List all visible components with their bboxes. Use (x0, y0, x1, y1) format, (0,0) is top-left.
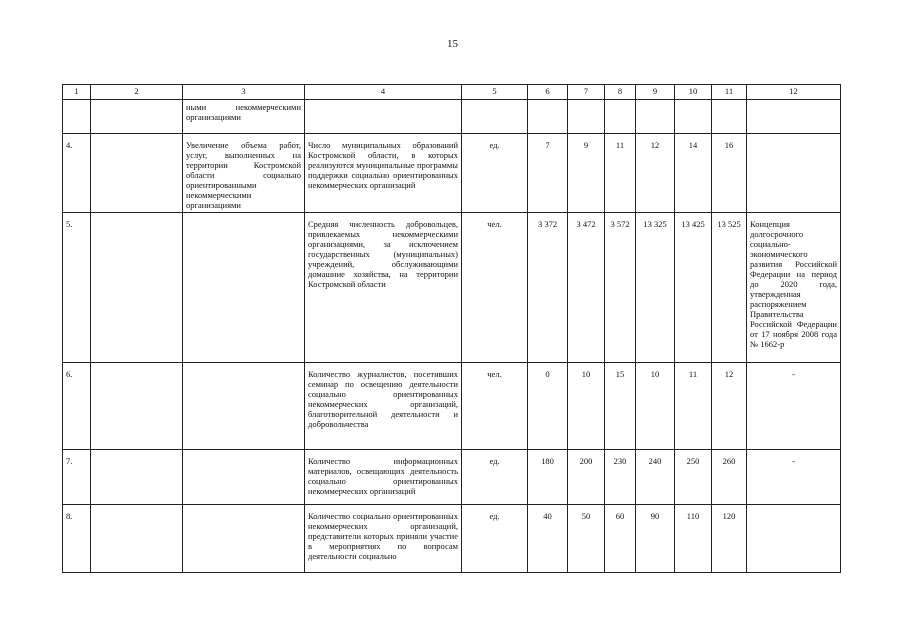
value-cell: 3 472 (568, 213, 605, 363)
table-row (63, 505, 841, 573)
header-cell: 12 (747, 85, 841, 100)
value-cell: 60 (605, 505, 636, 573)
unit-cell: чел. (462, 363, 528, 450)
row-number-cell: 5. (63, 213, 91, 363)
value-cell: 11 (675, 363, 712, 450)
header-cell: 3 (183, 85, 305, 100)
unit-cell: ед. (462, 450, 528, 505)
indicator-cell: Количество информационных материалов, освещающих деятельность социально ориентированных некоммерческих организаций (305, 450, 462, 505)
value-cell: 260 (712, 450, 747, 505)
value-cell: 13 525 (712, 213, 747, 363)
value-cell: 240 (636, 450, 675, 505)
value-cell: 10 (568, 363, 605, 450)
row-number-cell: 6. (63, 363, 91, 450)
row-number-cell: 8. (63, 505, 91, 573)
task-cell (183, 363, 305, 450)
unit-cell: ед. (462, 505, 528, 573)
header-cell: 1 (63, 85, 91, 100)
cell (91, 450, 183, 505)
value-cell: 10 (636, 363, 675, 450)
task-cell (183, 450, 305, 505)
cell (91, 134, 183, 213)
unit-cell: чел. (462, 213, 528, 363)
row-number-cell: 7. (63, 450, 91, 505)
value-cell: 40 (528, 505, 568, 573)
value-cell (568, 100, 605, 134)
source-cell: - (747, 450, 841, 505)
unit-cell: ед. (462, 134, 528, 213)
value-cell: 11 (605, 134, 636, 213)
value-cell: 12 (636, 134, 675, 213)
table-row (63, 450, 841, 505)
source-cell: - (747, 363, 841, 450)
header-cell: 7 (568, 85, 605, 100)
table-row (63, 363, 841, 450)
value-cell: 250 (675, 450, 712, 505)
value-cell: 200 (568, 450, 605, 505)
value-cell: 120 (712, 505, 747, 573)
header-cell: 8 (605, 85, 636, 100)
page-number: 15 (447, 38, 458, 50)
indicator-cell (305, 100, 462, 134)
value-cell: 50 (568, 505, 605, 573)
indicator-cell: Число муниципальных образований Костромской области, в которых реализуются муниципальные программы поддержки социально ориентированных некоммерческих организаций (305, 134, 462, 213)
value-cell (636, 100, 675, 134)
value-cell (712, 100, 747, 134)
indicators-table (62, 84, 841, 573)
source-cell (747, 505, 841, 573)
cell (91, 363, 183, 450)
source-cell: Концепция долгосрочного социально-экономического развития Российской Федерации на период до 2020 года, утвержденная распоряжением Правительства Российской Федерации от 17 ноября 2008 года № 1662-р (747, 213, 841, 363)
table-row (63, 100, 841, 134)
value-cell: 15 (605, 363, 636, 450)
table-row (63, 134, 841, 213)
cell (91, 213, 183, 363)
table-row (63, 213, 841, 363)
task-cell: Увеличение объема работ, услуг, выполненных на территории Костромской области социально ориентированными некоммерческими организациями (183, 134, 305, 213)
indicator-cell: Количество социально ориентированных некоммерческих организаций, представители которых приняли участие в мероприятиях по вопросам деятельности социально (305, 505, 462, 573)
task-cell (183, 213, 305, 363)
header-cell: 11 (712, 85, 747, 100)
value-cell: 14 (675, 134, 712, 213)
source-cell (747, 134, 841, 213)
value-cell: 13 425 (675, 213, 712, 363)
cell (91, 100, 183, 134)
value-cell: 0 (528, 363, 568, 450)
table-header-row (63, 85, 841, 100)
value-cell: 7 (528, 134, 568, 213)
value-cell: 90 (636, 505, 675, 573)
row-number-cell: 4. (63, 134, 91, 213)
source-cell (747, 100, 841, 134)
value-cell (675, 100, 712, 134)
header-cell: 9 (636, 85, 675, 100)
header-cell: 4 (305, 85, 462, 100)
header-cell: 6 (528, 85, 568, 100)
value-cell: 3 572 (605, 213, 636, 363)
value-cell: 9 (568, 134, 605, 213)
value-cell: 230 (605, 450, 636, 505)
value-cell: 12 (712, 363, 747, 450)
value-cell (528, 100, 568, 134)
task-cell (183, 505, 305, 573)
indicator-cell: Количество журналистов, посетивших семинар по освещению деятельности социально ориентированных некоммерческих организаций, благотворительной деятельности и добровольчества (305, 363, 462, 450)
value-cell: 110 (675, 505, 712, 573)
cell (91, 505, 183, 573)
unit-cell (462, 100, 528, 134)
row-number-cell (63, 100, 91, 134)
value-cell: 16 (712, 134, 747, 213)
value-cell (605, 100, 636, 134)
header-cell: 5 (462, 85, 528, 100)
value-cell: 3 372 (528, 213, 568, 363)
value-cell: 13 325 (636, 213, 675, 363)
value-cell: 180 (528, 450, 568, 505)
indicator-cell: Средняя численность добровольцев, привлекаемых некоммерческими организациями, за исключением государственных (муниципальных) учреждений, обслуживающими домашние хозяйства, на территории Костромской области (305, 213, 462, 363)
header-cell: 2 (91, 85, 183, 100)
header-cell: 10 (675, 85, 712, 100)
task-cell: ными некоммерческими организациями (183, 100, 305, 134)
